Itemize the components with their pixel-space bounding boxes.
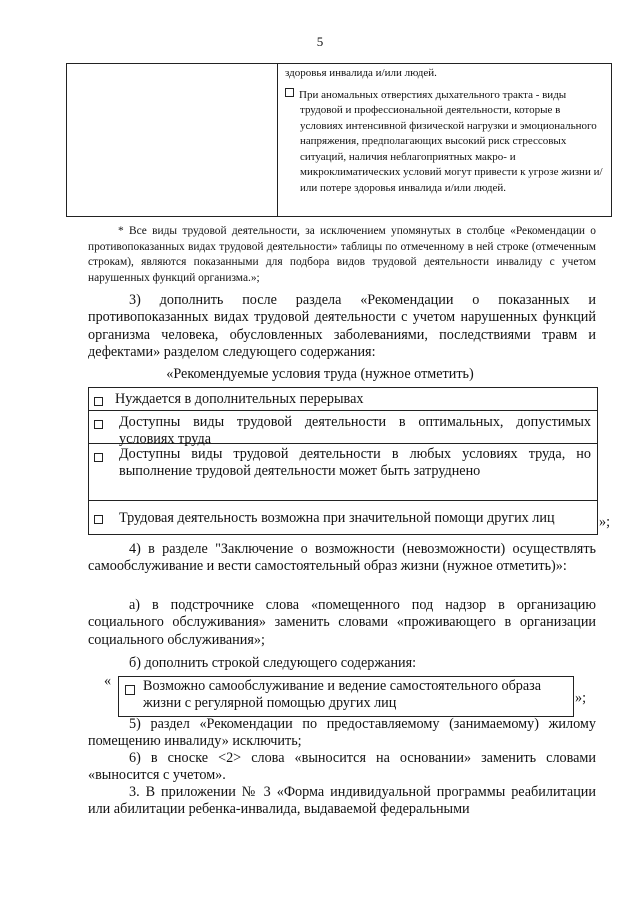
- paragraph-section-3: [88, 784, 596, 819]
- conditions-row: [89, 411, 597, 447]
- table-cell-item: [285, 88, 605, 197]
- conditions-closing-quote: »;: [599, 514, 611, 530]
- paragraph-3: [88, 292, 596, 362]
- paragraph-4a: [88, 597, 596, 649]
- conditions-row: [89, 444, 597, 501]
- option-open-quote: «: [104, 673, 112, 689]
- paragraph-4b: [88, 655, 596, 672]
- table-divider: [277, 64, 278, 216]
- footnote: [88, 224, 596, 286]
- conditions-caption: «Рекомендуемые условия труда (нужное отметить): [166, 366, 474, 382]
- conditions-row: [89, 388, 597, 411]
- condition-text: Нуждается в дополнительных перерывах: [115, 391, 364, 407]
- option-text: Возможно самообслуживание и ведение самостоятельного образа жизни с регулярной помощью других лиц: [143, 678, 542, 711]
- paragraph-5-text: 5) раздел «Рекомендации по предоставляемому (занимаемому) жилому помещению инвалиду» исключить;: [88, 716, 596, 750]
- checkbox-icon: [125, 685, 135, 695]
- paragraph-4: [88, 541, 596, 576]
- paragraph-4a-text: а) в подстрочнике слова «помещенного под надзор в организацию социального обслуживания» заменить словами «проживающего в организации социального обслуживания»;: [88, 597, 596, 648]
- paragraph-5: [88, 716, 596, 751]
- condition-text: Трудовая деятельность возможна при значительной помощи других лиц: [119, 510, 555, 526]
- paragraph-6-text: 6) в сноске <2> слова «выносится на основании» заменить словами «выносится с учетом».: [88, 750, 596, 784]
- condition-text: Доступны виды трудовой деятельности в любых условиях труда, но выполнение трудовой деятельности может быть затруднено: [119, 446, 591, 479]
- condition-text: Доступны виды трудовой деятельности в оптимальных, допустимых условиях труда: [119, 414, 591, 447]
- paragraph-3-text: 3) дополнить после раздела «Рекомендации о показанных и противопоказанных видах трудовой деятельности с учетом нарушенных функций организма человека, обусловленных заболеваниями, последствиями травм и дефектами» разделом следующего содержания:: [88, 292, 596, 361]
- paragraph-section-3-text: 3. В приложении № 3 «Форма индивидуальной программы реабилитации или абилитации ребенка-инвалида, выдаваемой федеральными: [88, 784, 596, 818]
- checkbox-icon: [94, 397, 103, 406]
- paragraph-6: [88, 750, 596, 785]
- conditions-row: [89, 501, 597, 534]
- table-right-cell: [285, 66, 605, 196]
- checkbox-icon: [94, 515, 103, 524]
- conditions-table: [88, 387, 598, 535]
- table-cell-line: здоровья инвалида и/или людей.: [285, 67, 437, 79]
- page-number: 5: [316, 34, 324, 49]
- checkbox-icon: [94, 420, 103, 429]
- top-table: [66, 63, 612, 217]
- option-box: [118, 676, 574, 717]
- option-close-quote: »;: [575, 690, 587, 706]
- paragraph-4-text: 4) в разделе "Заключение о возможности (невозможности) осуществлять самообслуживание и вести самостоятельный образ жизни (нужное отметить)»:: [88, 541, 596, 575]
- checkbox-icon: [94, 453, 103, 462]
- checkbox-icon: [285, 88, 294, 97]
- footnote-text: * Все виды трудовой деятельности, за исключением упомянутых в столбце «Рекомендации о противопоказанных видах трудовой деятельности» таблицы по отмеченному в ней строке (отмеченным строкам), являются показанными для подбора видов трудовой деятельности инвалиду с учетом нарушенных функций организма.»;: [88, 225, 596, 284]
- paragraph-4b-text: б) дополнить строкой следующего содержания:: [129, 655, 417, 671]
- table-cell-item-text: При аномальных отверстиях дыхательного тракта - виды трудовой и профессиональной деятельности, которые в условиях интенсивной физической нагрузки и эмоционального напряжения, предполагающих высокий риск стрессовых ситуаций, наличия неблагоприятных макро- и микроклиматических условий могут привести к угрозе жизни и/или потере здоровья инвалида и/или людей.: [299, 88, 603, 194]
